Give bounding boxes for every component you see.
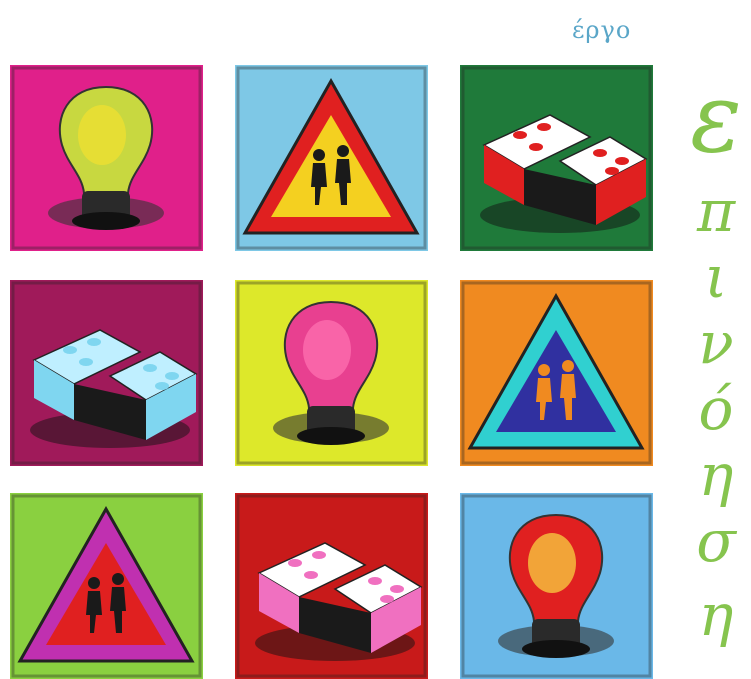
tile-3 <box>460 65 653 251</box>
title-letter: σ <box>696 507 736 575</box>
brick-stud <box>288 559 302 567</box>
tile-4 <box>10 280 203 466</box>
bulb-glow <box>528 533 576 593</box>
brick-stud <box>79 358 93 366</box>
bulb-foot <box>297 427 365 445</box>
brick-stud <box>304 571 318 579</box>
brick-stud <box>380 595 394 603</box>
bulb-foot <box>522 640 590 658</box>
brick-stud <box>593 149 607 157</box>
title-letter: ε <box>690 62 742 174</box>
tile-8 <box>235 493 428 679</box>
brick-stud <box>605 167 619 175</box>
brick-stud <box>615 157 629 165</box>
brick-stud <box>165 372 179 380</box>
bulb-glow <box>303 320 351 380</box>
title-letter: π <box>696 177 736 245</box>
title-letter: ι <box>704 243 728 311</box>
vertical-title <box>682 62 750 677</box>
tile-2 <box>235 65 428 251</box>
brick-stud <box>143 364 157 372</box>
brick-stud <box>537 123 551 131</box>
title-letter: η <box>698 581 734 649</box>
tile-6 <box>460 280 653 466</box>
brick-stud <box>312 551 326 559</box>
tile-9 <box>460 493 653 679</box>
header-label: έργο <box>572 16 632 44</box>
brick-stud <box>390 585 404 593</box>
brick-stud <box>368 577 382 585</box>
brick-stud <box>155 382 169 390</box>
tile-7 <box>10 493 203 679</box>
brick-stud <box>63 346 77 354</box>
tile-5 <box>235 280 428 466</box>
bulb-glow <box>78 105 126 165</box>
tile-1 <box>10 65 203 251</box>
brick-stud <box>529 143 543 151</box>
title-letter: ν <box>698 309 734 377</box>
brick-stud <box>87 338 101 346</box>
bulb-foot <box>72 212 140 230</box>
title-letter: η <box>698 441 734 509</box>
brick-stud <box>513 131 527 139</box>
title-letter: ό <box>698 375 734 443</box>
